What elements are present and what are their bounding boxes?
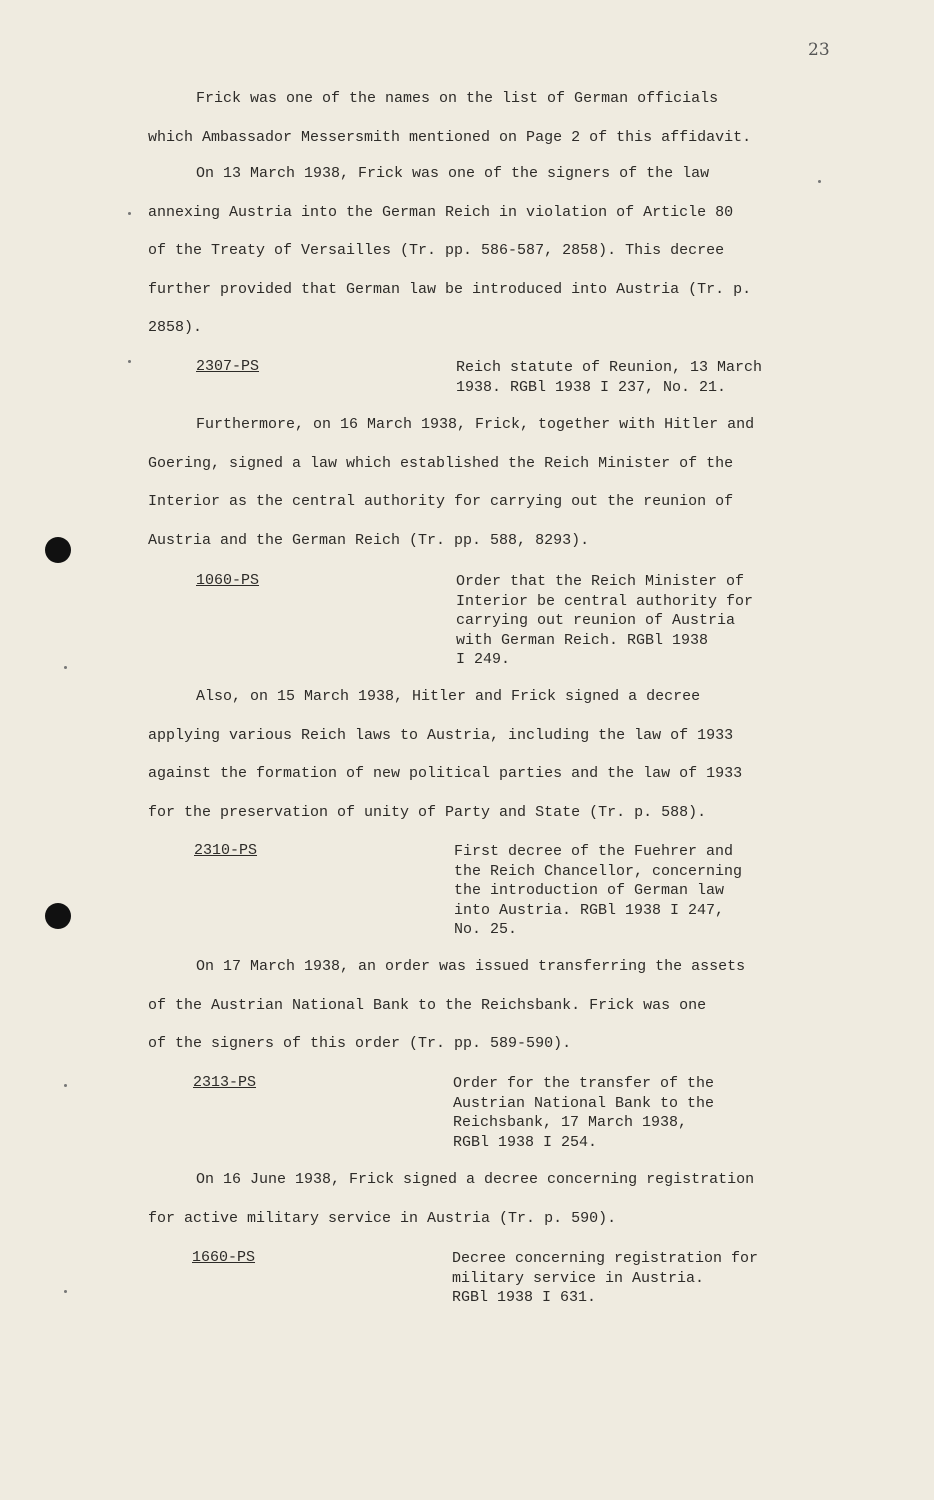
paragraph-line: of the Treaty of Versailles (Tr. pp. 586-587, 2858). This decree bbox=[148, 242, 725, 259]
paragraph bbox=[148, 948, 798, 1064]
paragraph bbox=[148, 1161, 798, 1238]
paragraph-line: of the Austrian National Bank to the Reichsbank. Frick was one bbox=[148, 996, 707, 1014]
paragraph bbox=[148, 155, 798, 348]
punch-hole bbox=[45, 903, 71, 929]
exhibit-description: Order for the transfer of the Austrian National Bank to the Reichsbank, 17 March 1938, RGBl 1938 I 254. bbox=[453, 1075, 715, 1151]
paragraph-line: of the signers of this order (Tr. pp. 589-590). bbox=[148, 1035, 572, 1052]
paragraph-line: Goering, signed a law which established the Reich Minister of the bbox=[148, 454, 734, 472]
paragraph-line: Austria and the German Reich (Tr. pp. 588, 8293). bbox=[148, 531, 590, 549]
paragraph bbox=[148, 80, 798, 157]
scan-speck bbox=[128, 360, 131, 363]
exhibit-reference: 1660-PS bbox=[192, 1249, 256, 1266]
paragraph-line: 2858). bbox=[148, 319, 203, 336]
exhibit-reference: 2307-PS bbox=[196, 358, 260, 375]
paragraph-line: against the formation of new political parties and the law of 1933 bbox=[148, 765, 743, 782]
exhibit-description: Reich statute of Reunion, 13 March 1938. RGBl 1938 I 237, No. 21. bbox=[456, 359, 763, 396]
scan-speck bbox=[64, 1290, 67, 1293]
paragraph-line: Furthermore, on 16 March 1938, Frick, together with Hitler and bbox=[196, 416, 755, 433]
paragraph-line: On 17 March 1938, an order was issued transferring the assets bbox=[196, 958, 746, 975]
paragraph-line: Frick was one of the names on the list of German officials bbox=[196, 90, 719, 107]
paragraph-line: applying various Reich laws to Austria, including the law of 1933 bbox=[148, 726, 734, 744]
paragraph-line: for the preservation of unity of Party and State (Tr. p. 588). bbox=[148, 803, 707, 821]
exhibit-reference: 2310-PS bbox=[194, 842, 258, 859]
paragraph-line: On 16 June 1938, Frick signed a decree concerning registration bbox=[196, 1171, 755, 1188]
page-number: 23 bbox=[808, 40, 830, 60]
paragraph bbox=[148, 406, 798, 560]
exhibit-reference: 2313-PS bbox=[193, 1074, 257, 1091]
paragraph-line: Also, on 15 March 1938, Hitler and Frick signed a decree bbox=[196, 688, 701, 705]
paragraph-line: Interior as the central authority for carrying out the reunion of bbox=[148, 493, 734, 510]
paragraph-line: which Ambassador Messersmith mentioned on Page 2 of this affidavit. bbox=[148, 128, 752, 146]
exhibit-description: First decree of the Fuehrer and the Reich Chancellor, concerning the introduction of German law into Austria. RGBl 1938 I 247, No. 25. bbox=[454, 843, 743, 938]
punch-hole bbox=[45, 537, 71, 563]
paragraph bbox=[148, 678, 798, 832]
paragraph-line: On 13 March 1938, Frick was one of the signers of the law bbox=[196, 165, 710, 182]
scan-speck bbox=[64, 1084, 67, 1087]
paragraph-line: for active military service in Austria (Tr. p. 590). bbox=[148, 1209, 617, 1227]
scan-speck bbox=[128, 212, 131, 215]
exhibit-description: Decree concerning registration for military service in Austria. RGBl 1938 I 631. bbox=[452, 1250, 759, 1306]
scan-speck bbox=[64, 666, 67, 669]
paragraph-line: annexing Austria into the German Reich in violation of Article 80 bbox=[148, 203, 734, 221]
exhibit-description: Order that the Reich Minister of Interior be central authority for carrying out reunion of Austria with German Reich. RGBl 1938 I 249. bbox=[456, 573, 754, 668]
scan-speck bbox=[818, 180, 821, 183]
paragraph-line: further provided that German law be introduced into Austria (Tr. p. bbox=[148, 280, 752, 298]
exhibit-reference: 1060-PS bbox=[196, 572, 260, 589]
